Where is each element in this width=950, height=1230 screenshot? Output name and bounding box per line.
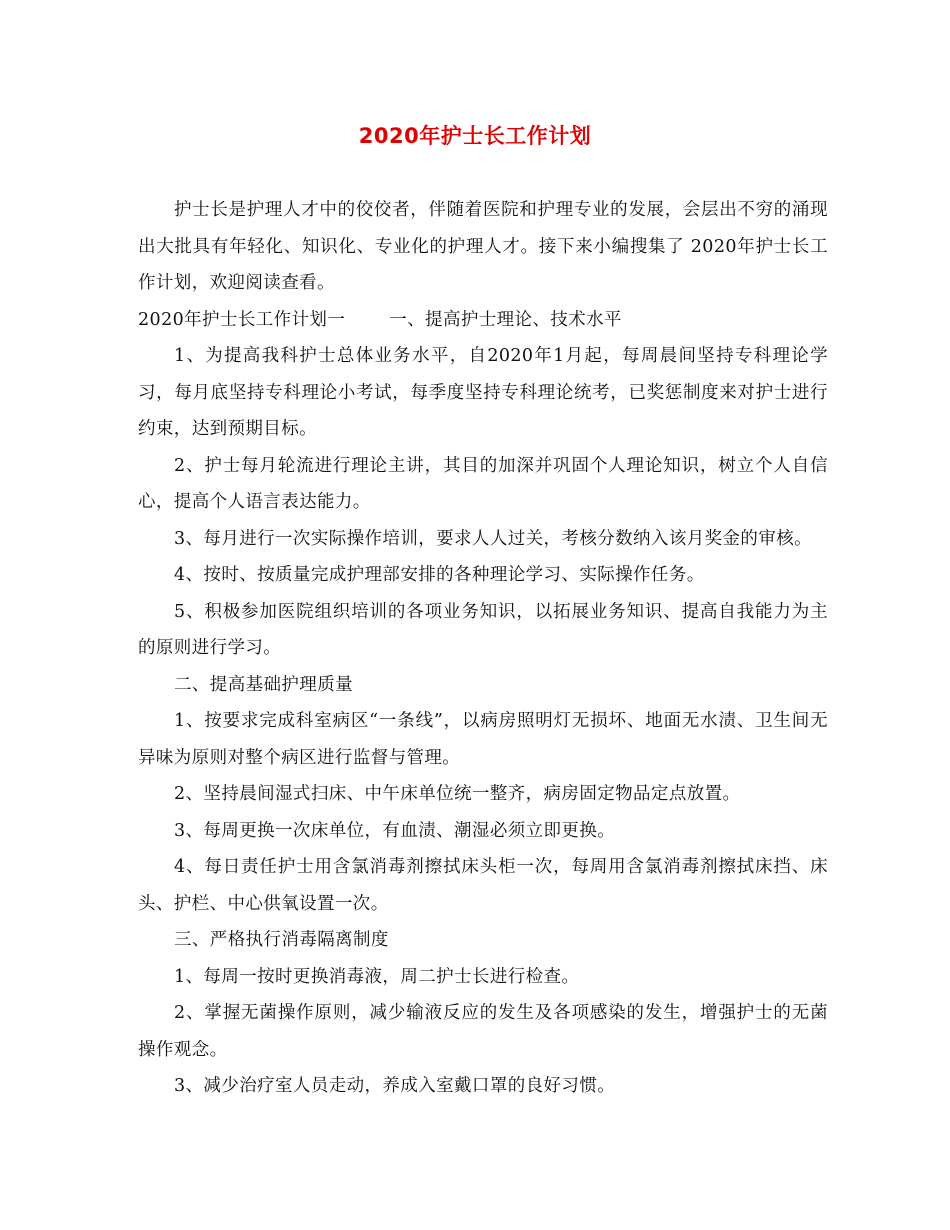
- plan-heading-line: [138, 302, 828, 339]
- section-three-item: 3、减少治疗室人员走动，养成入室戴口罩的良好习惯。: [174, 1076, 616, 1096]
- section-two-item: 3、每周更换一次床单位，有血渍、潮湿必须立即更换。: [174, 820, 616, 841]
- section-three-item: 1、每周一按时更换消毒液，周二护士长进行检查。: [174, 966, 580, 987]
- section-two-item: 1、按要求完成科室病区“一条线”，以病房照明灯无损坏、地面无水渍、卫生间无异味为原则对整个病区进行监督与管理。: [138, 711, 828, 768]
- section-one-heading: 一、提高护士理论、技术水平: [389, 309, 622, 330]
- section-one-item: 4、按时、按质量完成护理部安排的各种理论学习、实际操作任务。: [174, 565, 705, 585]
- section-one-item: 1、为提高我科护士总体业务水平，自2020年1月起，每周晨间坚持专科理论学习，每月底坚持专科理论小考试，每季度坚持专科理论统考，已奖惩制度来对护士进行约束，达到预期目标。: [138, 346, 828, 439]
- document-body: [138, 192, 828, 1105]
- section-two-heading: 二、提高基础护理质量: [174, 674, 353, 695]
- section-one-item: 3、每月进行一次实际操作培训，要求人人过关，考核分数纳入该月奖金的审核。: [174, 528, 813, 549]
- section-two-item: 4、每日责任护士用含氯消毒剂擦拭床头柜一次，每周用含氯消毒剂擦拭床挡、床头、护栏、中心供氧设置一次。: [138, 857, 828, 914]
- intro-paragraph: 护士长是护理人才中的佼佼者，伴随着医院和护理专业的发展，会层出不穷的涌现出大批具有年轻化、知识化、专业化的护理人才。接下来小编搜集了 2020年护士长工作计划，欢迎阅读查看。: [138, 200, 828, 293]
- section-one-item: 5、积极参加医院组织培训的各项业务知识，以拓展业务知识、提高自我能力为主的原则进行学习。: [138, 601, 828, 658]
- plan-heading: 2020年护士长工作计划一: [138, 309, 346, 330]
- section-three-item: 2、掌握无菌操作原则，减少输液反应的发生及各项感染的发生，增强护士的无菌操作观念。: [138, 1003, 828, 1060]
- section-one-item: 2、护士每月轮流进行理论主讲，其目的加深并巩固个人理论知识，树立个人自信心，提高个人语言表达能力。: [138, 455, 828, 512]
- section-three-heading: 三、严格执行消毒隔离制度: [174, 930, 389, 950]
- section-two-item: 2、坚持晨间湿式扫床、中午床单位统一整齐，病房固定物品定点放置。: [174, 784, 741, 804]
- document-title: 2020年护士长工作计划: [358, 124, 592, 148]
